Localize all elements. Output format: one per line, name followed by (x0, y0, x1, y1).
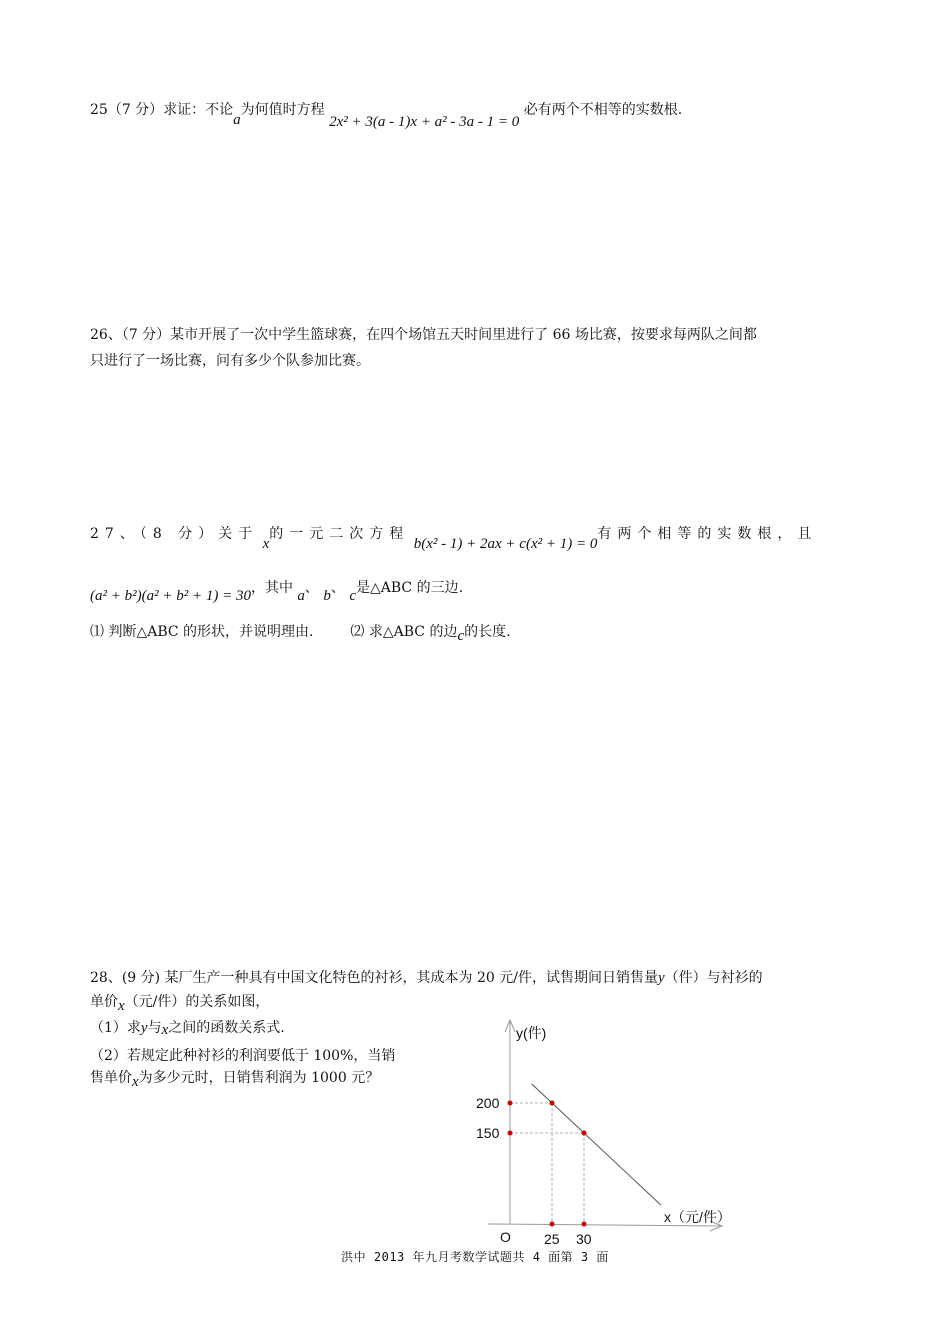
x-tick-label-25: 25 (544, 1231, 560, 1247)
q28-line2-suffix: （元/件）的关系如图， (124, 994, 270, 1010)
y-axis-marker-2 (508, 1131, 513, 1136)
x-axis-marker-1 (550, 1222, 555, 1227)
y-axis-marker-1 (508, 1101, 513, 1106)
data-point-2 (582, 1131, 587, 1136)
question-26-line1: 26、（7 分）某市开展了一次中学生篮球赛，在四个场馆五天时间里进行了 66 场比赛，按要求每两队之间都 (90, 327, 757, 343)
q28-sub2-line2-prefix: 售单价 (90, 1070, 132, 1086)
q28-sub1-prefix: （1）求 (90, 1020, 141, 1036)
question-26-line2: 只进行了一场比赛，问有多少个队参加比赛。 (90, 353, 370, 369)
y-axis-label: y(件) (516, 1025, 547, 1041)
q28-line1-prefix: 28、(9 分) 某厂生产一种具有中国文化特色的衬衫，其成本为 20 元/件，试售期间日销售量 (90, 970, 658, 986)
question-27-subparts (90, 622, 511, 642)
q27-sep1: 、 (304, 580, 319, 596)
page-footer: 洪中 2013 年九月考数学试题共 4 面第 3 面 (341, 1250, 609, 1264)
x-axis-label: x（元/件） (664, 1209, 731, 1225)
q28-line2-prefix: 单价 (90, 994, 118, 1010)
sales-price-chart (460, 1012, 750, 1248)
q25-prefix: 25（7 分）求证：不论 (90, 102, 234, 118)
question-28-sub2-line1: （2）若规定此种衬衫的利润要低于 100%，当销 (90, 1048, 396, 1064)
q28-line2-var: x (118, 998, 125, 1014)
question-28-sub1 (90, 1018, 285, 1038)
q28-sub1-var-x: x (161, 1022, 169, 1038)
question-25 (90, 100, 683, 130)
q25-var-a: a (233, 112, 241, 128)
x-axis-marker-2 (582, 1222, 587, 1227)
q27-var-x: x (262, 536, 270, 552)
q28-sub2-line2-var: x (132, 1074, 139, 1090)
y-tick-label-200: 200 (476, 1095, 500, 1111)
q27-mid2: ，其中 (250, 580, 293, 596)
q27-sub1: ⑴ 判断△ABC 的形状，并说明理由. (90, 624, 314, 640)
question-28-sub2-line2 (90, 1068, 379, 1088)
q28-sub1-mid: 与 (147, 1020, 162, 1036)
q27-suffix2: 是△ABC 的三边. (356, 580, 464, 596)
q25-equation (329, 114, 519, 130)
chart-marks (476, 1084, 661, 1247)
q27-prefix: 27、（8 分）关于 (90, 526, 259, 542)
q27-var-c: c (349, 588, 356, 604)
question-27-line2 (90, 578, 464, 604)
q27-suffix: 有两个相等的实数根，且 (597, 526, 818, 542)
q27-equation: b(x² - 1) + 2ax + c(x² + 1) = 0 (413, 536, 598, 552)
q28-line1-suffix: （件）与衬衫的 (664, 970, 763, 986)
q28-sub1-suffix: 之间的函数关系式. (168, 1020, 285, 1036)
q25-equation-text: 2x² + 3(a - 1)x + a² - 3a - 1 = 0 (329, 114, 520, 130)
question-28-line2 (90, 992, 269, 1012)
q28-line1-var: y (657, 970, 665, 986)
q27-sub2-suffix: 的长度. (464, 624, 511, 640)
y-tick-label-150: 150 (476, 1125, 500, 1141)
data-point-1 (550, 1101, 555, 1106)
q28-sub1-var-y: y (140, 1020, 148, 1036)
question-27-line1 (90, 524, 818, 552)
q27-equation2: (a² + b²)(a² + b² + 1) = 30 (90, 588, 251, 604)
q25-suffix: 必有两个不相等的实数根. (523, 102, 683, 118)
q27-sub2-prefix: ⑵ 求△ABC 的边 (350, 624, 458, 640)
q27-sep2: 、 (330, 580, 345, 596)
q27-var-a: a (297, 588, 305, 604)
q28-sub2-line2-suffix: 为多少元时，日销售利润为 1000 元？ (138, 1070, 380, 1086)
x-tick-label-30: 30 (576, 1231, 592, 1247)
question-28-line1 (90, 968, 763, 988)
origin-label: O (500, 1229, 511, 1245)
q27-var-b: b (323, 588, 331, 604)
q25-mid: 为何值时方程 (240, 102, 325, 118)
q27-sub2-var: c (457, 628, 465, 644)
q27-mid: 的一元二次方程 (269, 526, 410, 542)
